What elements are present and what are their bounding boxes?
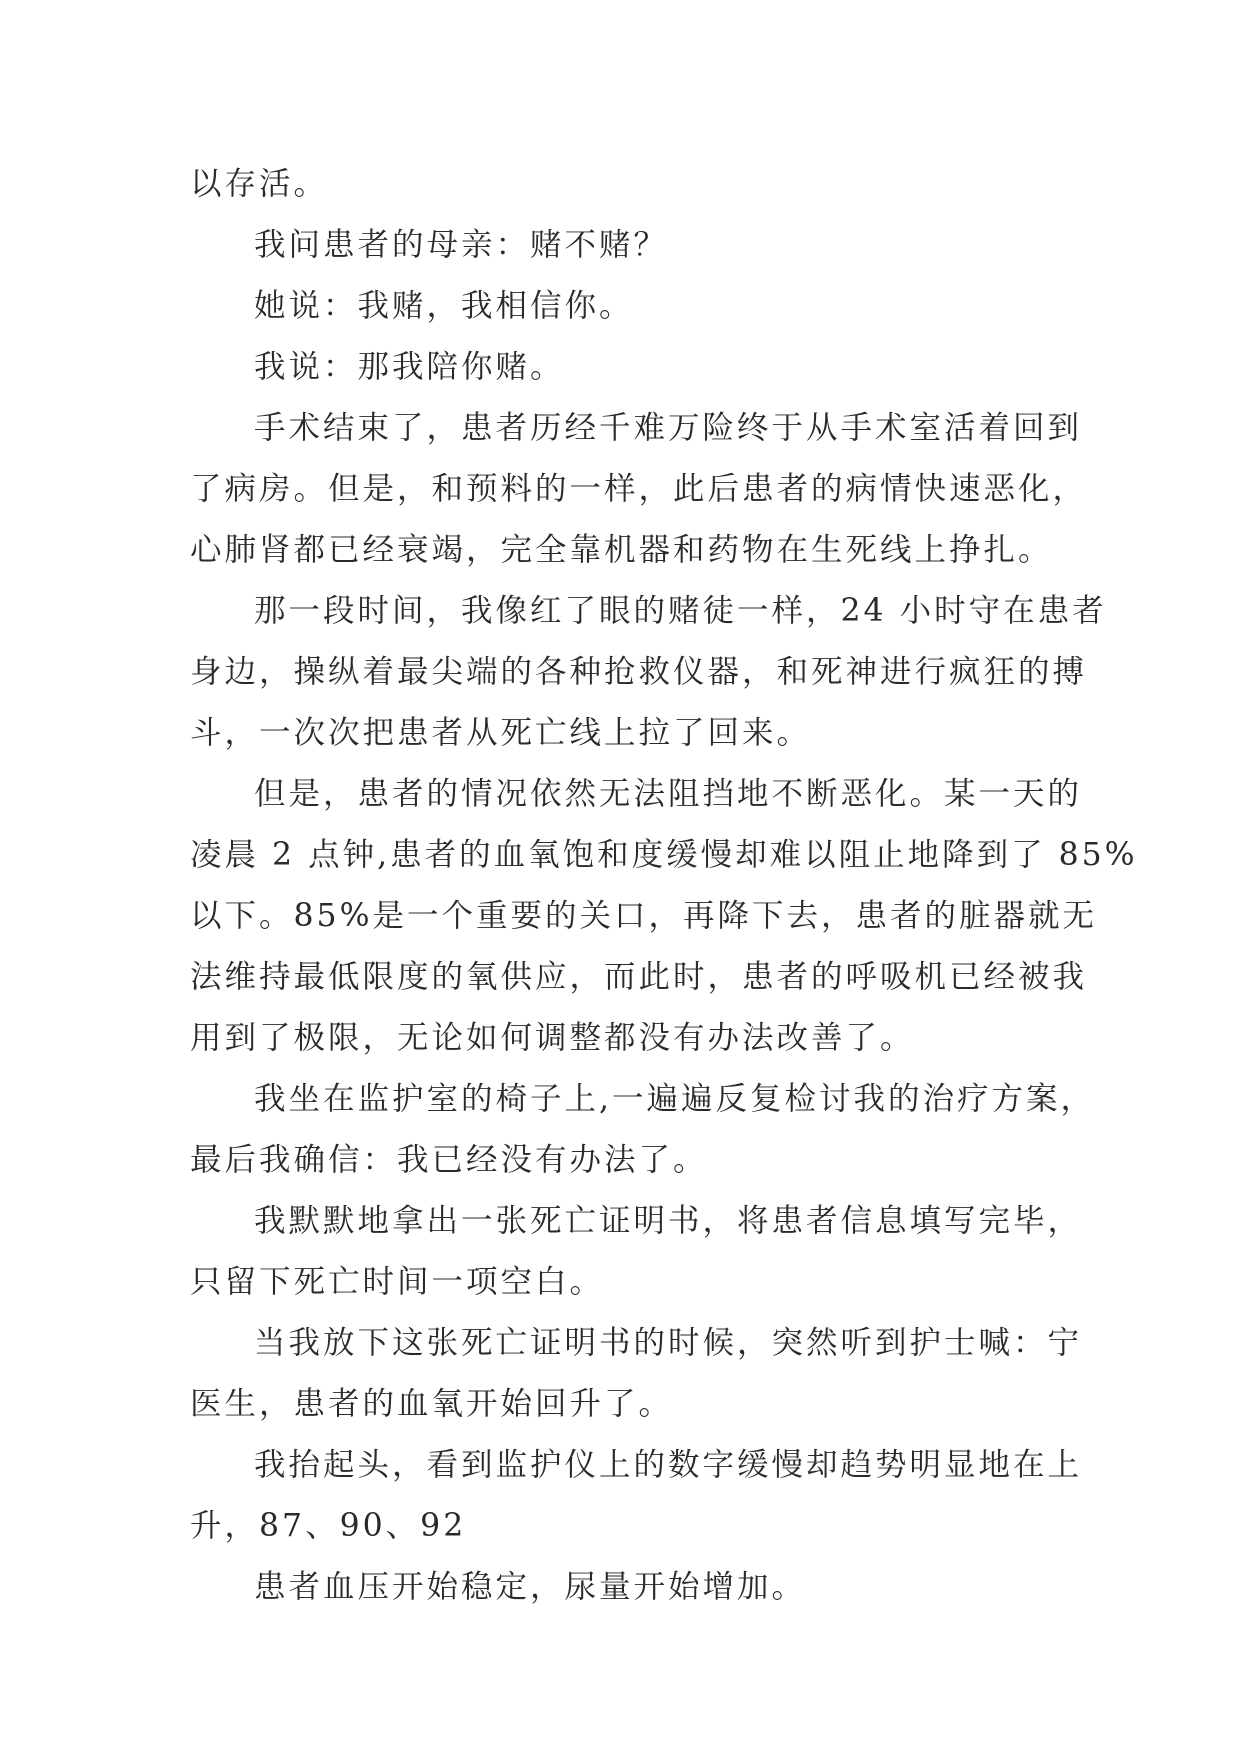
text-line-21: 医生，患者的血氧开始回升了。: [190, 1386, 674, 1422]
text-line-8: 那一段时间，我像红了眼的赌徒一样，24 小时守在患者: [254, 593, 1107, 629]
text-line-17: 最后我确信：我已经没有办法了。: [190, 1142, 708, 1178]
text-line-16: 我坐在监护室的椅子上,一遍遍反复检讨我的治疗方案，: [254, 1081, 1096, 1117]
text-line-12: 凌晨 2 点钟,患者的血氧饱和度缓慢却难以阻止地降到了 85%: [190, 837, 1138, 873]
text-line-13: 以下。85%是一个重要的关口，再降下去，患者的脏器就无: [190, 898, 1098, 934]
text-line-19: 只留下死亡时间一项空白。: [190, 1264, 605, 1300]
body-text: [190, 154, 1138, 1618]
text-line-2: 我问患者的母亲：赌不赌？: [254, 227, 669, 263]
text-line-22: 我抬起头，看到监护仪上的数字缓慢却趋势明显地在上: [254, 1447, 1083, 1483]
text-line-10: 斗，一次次把患者从死亡线上拉了回来。: [190, 715, 812, 751]
text-line-24: 患者血压开始稳定，尿量开始增加。: [254, 1569, 807, 1605]
text-line-15: 用到了极限，无论如何调整都没有办法改善了。: [190, 1020, 915, 1056]
text-line-4: 我说：那我陪你赌。: [254, 349, 565, 385]
text-line-6: 了病房。但是，和预料的一样，此后患者的病情快速恶化，: [190, 471, 1088, 507]
text-line-11: 但是，患者的情况依然无法阻挡地不断恶化。某一天的: [254, 776, 1083, 812]
text-line-9: 身边，操纵着最尖端的各种抢救仪器，和死神进行疯狂的搏: [190, 654, 1088, 690]
text-line-1: 以存活。: [190, 166, 329, 202]
text-line-7: 心肺肾都已经衰竭，完全靠机器和药物在生死线上挣扎。: [190, 532, 1053, 568]
text-line-14: 法维持最低限度的氧供应，而此时，患者的呼吸机已经被我: [190, 959, 1088, 995]
text-line-20: 当我放下这张死亡证明书的时候，突然听到护士喊：宁: [254, 1325, 1083, 1361]
text-line-23: 升，87、90、92: [190, 1508, 467, 1544]
text-line-3: 她说：我赌，我相信你。: [254, 288, 634, 324]
text-line-18: 我默默地拿出一张死亡证明书，将患者信息填写完毕，: [254, 1203, 1083, 1239]
text-line-5: 手术结束了，患者历经千难万险终于从手术室活着回到: [254, 410, 1083, 446]
